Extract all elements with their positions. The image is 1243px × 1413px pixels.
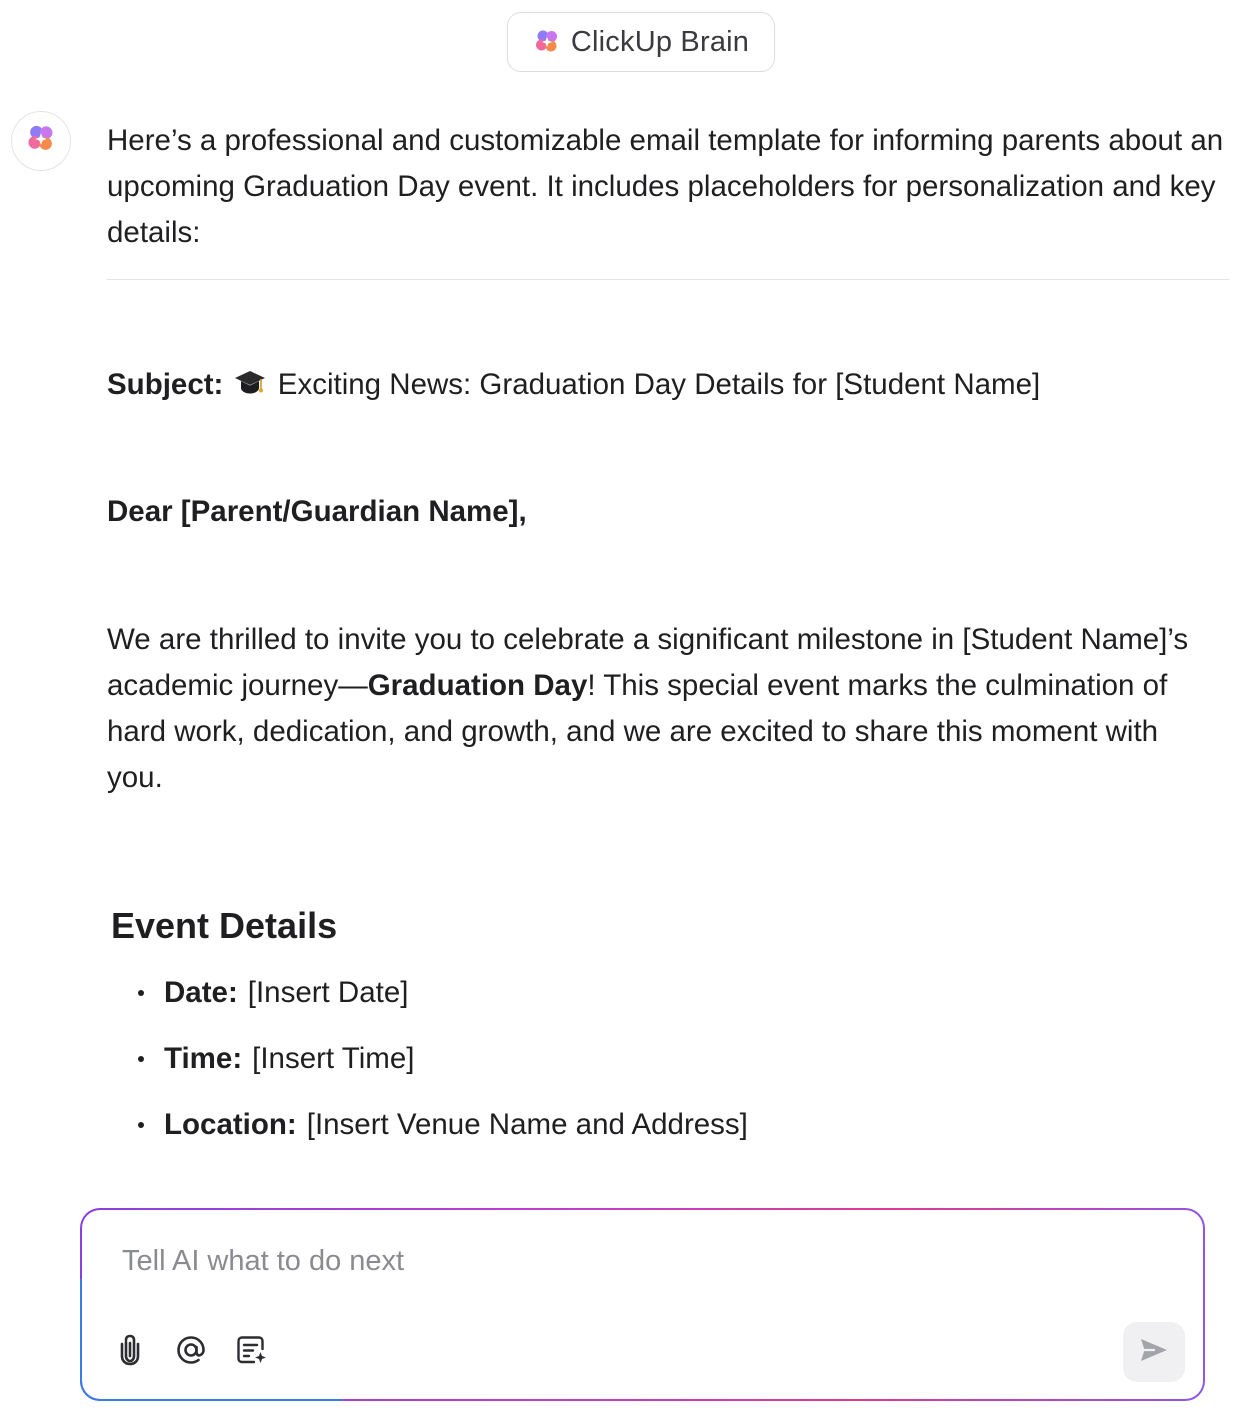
send-button[interactable] (1123, 1322, 1185, 1382)
clickup-brain-avatar-icon (25, 123, 57, 160)
detail-label: Date: (164, 976, 238, 1009)
bullet-icon (138, 990, 144, 996)
paperclip-icon (116, 1334, 144, 1371)
message-divider (107, 279, 1229, 280)
at-mention-icon (175, 1334, 207, 1371)
bullet-icon (138, 1056, 144, 1062)
ai-composer (80, 1208, 1205, 1401)
attach-button[interactable] (110, 1332, 150, 1372)
email-subject-line (107, 362, 1040, 412)
brand-label: ClickUp Brain (570, 25, 750, 58)
list-item (135, 1102, 748, 1148)
subject-text: Exciting News: Graduation Day Details for [Student Name] (277, 368, 1041, 401)
ai-prompt-button[interactable] (232, 1332, 272, 1372)
subject-label: Subject: (107, 368, 224, 401)
detail-value: [Insert Time] (252, 1042, 415, 1075)
detail-value: [Insert Date] (247, 976, 409, 1009)
clickup-brain-logo-icon (533, 28, 561, 56)
body-text-start: We are thrilled to invite you to celebrate a significant milestone in [Student Name]’s academic journey— (107, 623, 1189, 702)
ai-prompt-icon (235, 1334, 269, 1371)
list-item (135, 1036, 748, 1082)
detail-label: Time: (164, 1042, 243, 1075)
brand-header-pill[interactable] (507, 12, 775, 72)
bullet-icon (138, 1122, 144, 1128)
list-item (135, 970, 748, 1016)
send-icon (1139, 1337, 1169, 1368)
composer-box (82, 1210, 1203, 1399)
event-details-list (135, 970, 748, 1168)
graduation-cap-icon (234, 366, 266, 412)
message-intro: Here’s a professional and customizable email template for informing parents about an upcoming Graduation Day event. It includes placeholders for personalization and key details: (107, 124, 1224, 249)
body-text-bold: Graduation Day (367, 669, 588, 702)
ai-message (107, 118, 1229, 256)
detail-value: [Insert Venue Name and Address] (306, 1108, 748, 1141)
body-text-end: ! This special event marks the culmination of hard work, dedication, and growth, and we are excited to share this moment with you. (107, 669, 1168, 794)
email-greeting: Dear [Parent/Guardian Name], (107, 495, 527, 528)
ai-prompt-input[interactable] (122, 1238, 1122, 1284)
email-body-paragraph (107, 617, 1222, 801)
detail-label: Location: (164, 1108, 297, 1141)
mention-button[interactable] (171, 1332, 211, 1372)
event-details-heading: Event Details (111, 905, 338, 946)
ai-avatar (11, 111, 71, 171)
